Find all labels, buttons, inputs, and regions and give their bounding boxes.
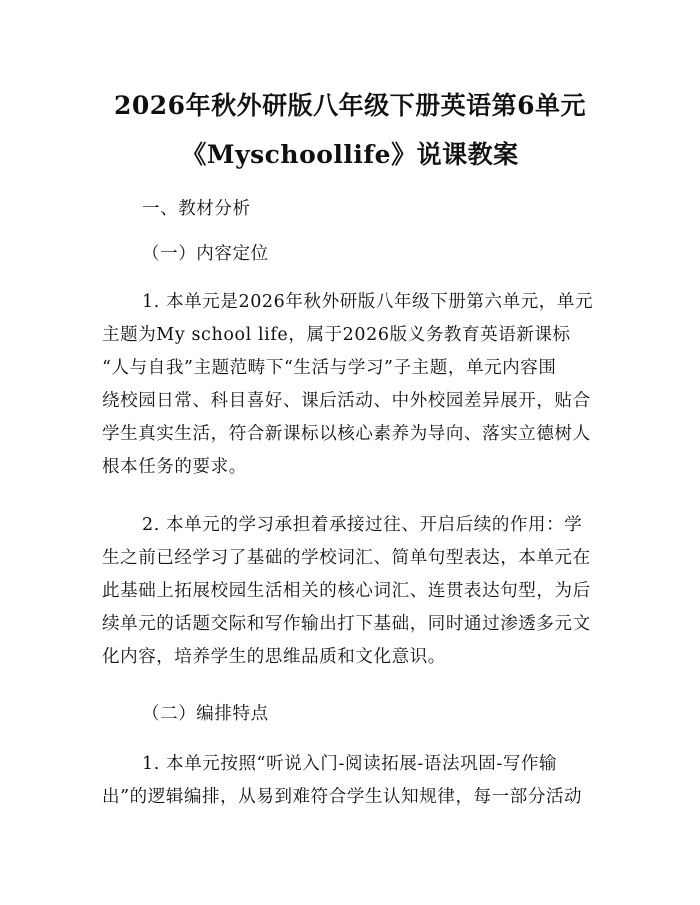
paragraph-2-line: 续单元的话题交际和写作输出打下基础，同时通过渗透多元文 bbox=[102, 614, 591, 634]
paragraph-1-line: 根本任务的要求。 bbox=[102, 457, 247, 477]
section-heading-1: 一、教材分析 bbox=[142, 199, 251, 219]
paragraph-1-line: 绕校园日常、科目喜好、课后活动、中外校园差异展开，贴合 bbox=[102, 391, 591, 411]
paragraph-1-line: 主题为My school life，属于2026版义务教育英语新课标 bbox=[102, 325, 571, 345]
paragraph-2-line: 2. 本单元的学习承担着承接过往、开启后续的作用：学 bbox=[142, 515, 583, 535]
document-title-line1: 2026年秋外研版八年级下册英语第6单元 bbox=[114, 91, 586, 120]
paragraph-1-line: “人与自我”主题范畴下“生活与学习”子主题，单元内容围 bbox=[102, 358, 557, 378]
paragraph-1-line: 学生真实生活，符合新课标以核心素养为导向、落实立德树人 bbox=[102, 424, 591, 444]
paragraph-3-line: 出”的逻辑编排，从易到难符合学生认知规律，每一部分活动 bbox=[102, 787, 583, 807]
section-heading-3: （二）编排特点 bbox=[142, 704, 269, 724]
paragraph-3-line: 1. 本单元按照“听说入门-阅读拓展-语法巩固-写作输 bbox=[142, 754, 558, 774]
paragraph-2-line: 此基础上拓展校园生活相关的核心词汇、连贯表达句型，为后 bbox=[102, 581, 591, 601]
section-heading-2: （一）内容定位 bbox=[142, 244, 269, 264]
paragraph-1-line: 1. 本单元是2026年秋外研版八年级下册第六单元，单元 bbox=[142, 292, 594, 312]
paragraph-2-line: 生之前已经学习了基础的学校词汇、简单句型表达，本单元在 bbox=[102, 548, 591, 568]
paragraph-2-line: 化内容，培养学生的思维品质和文化意识。 bbox=[102, 647, 446, 667]
document-title-line2: 《Myschoollife》说课教案 bbox=[181, 140, 519, 169]
